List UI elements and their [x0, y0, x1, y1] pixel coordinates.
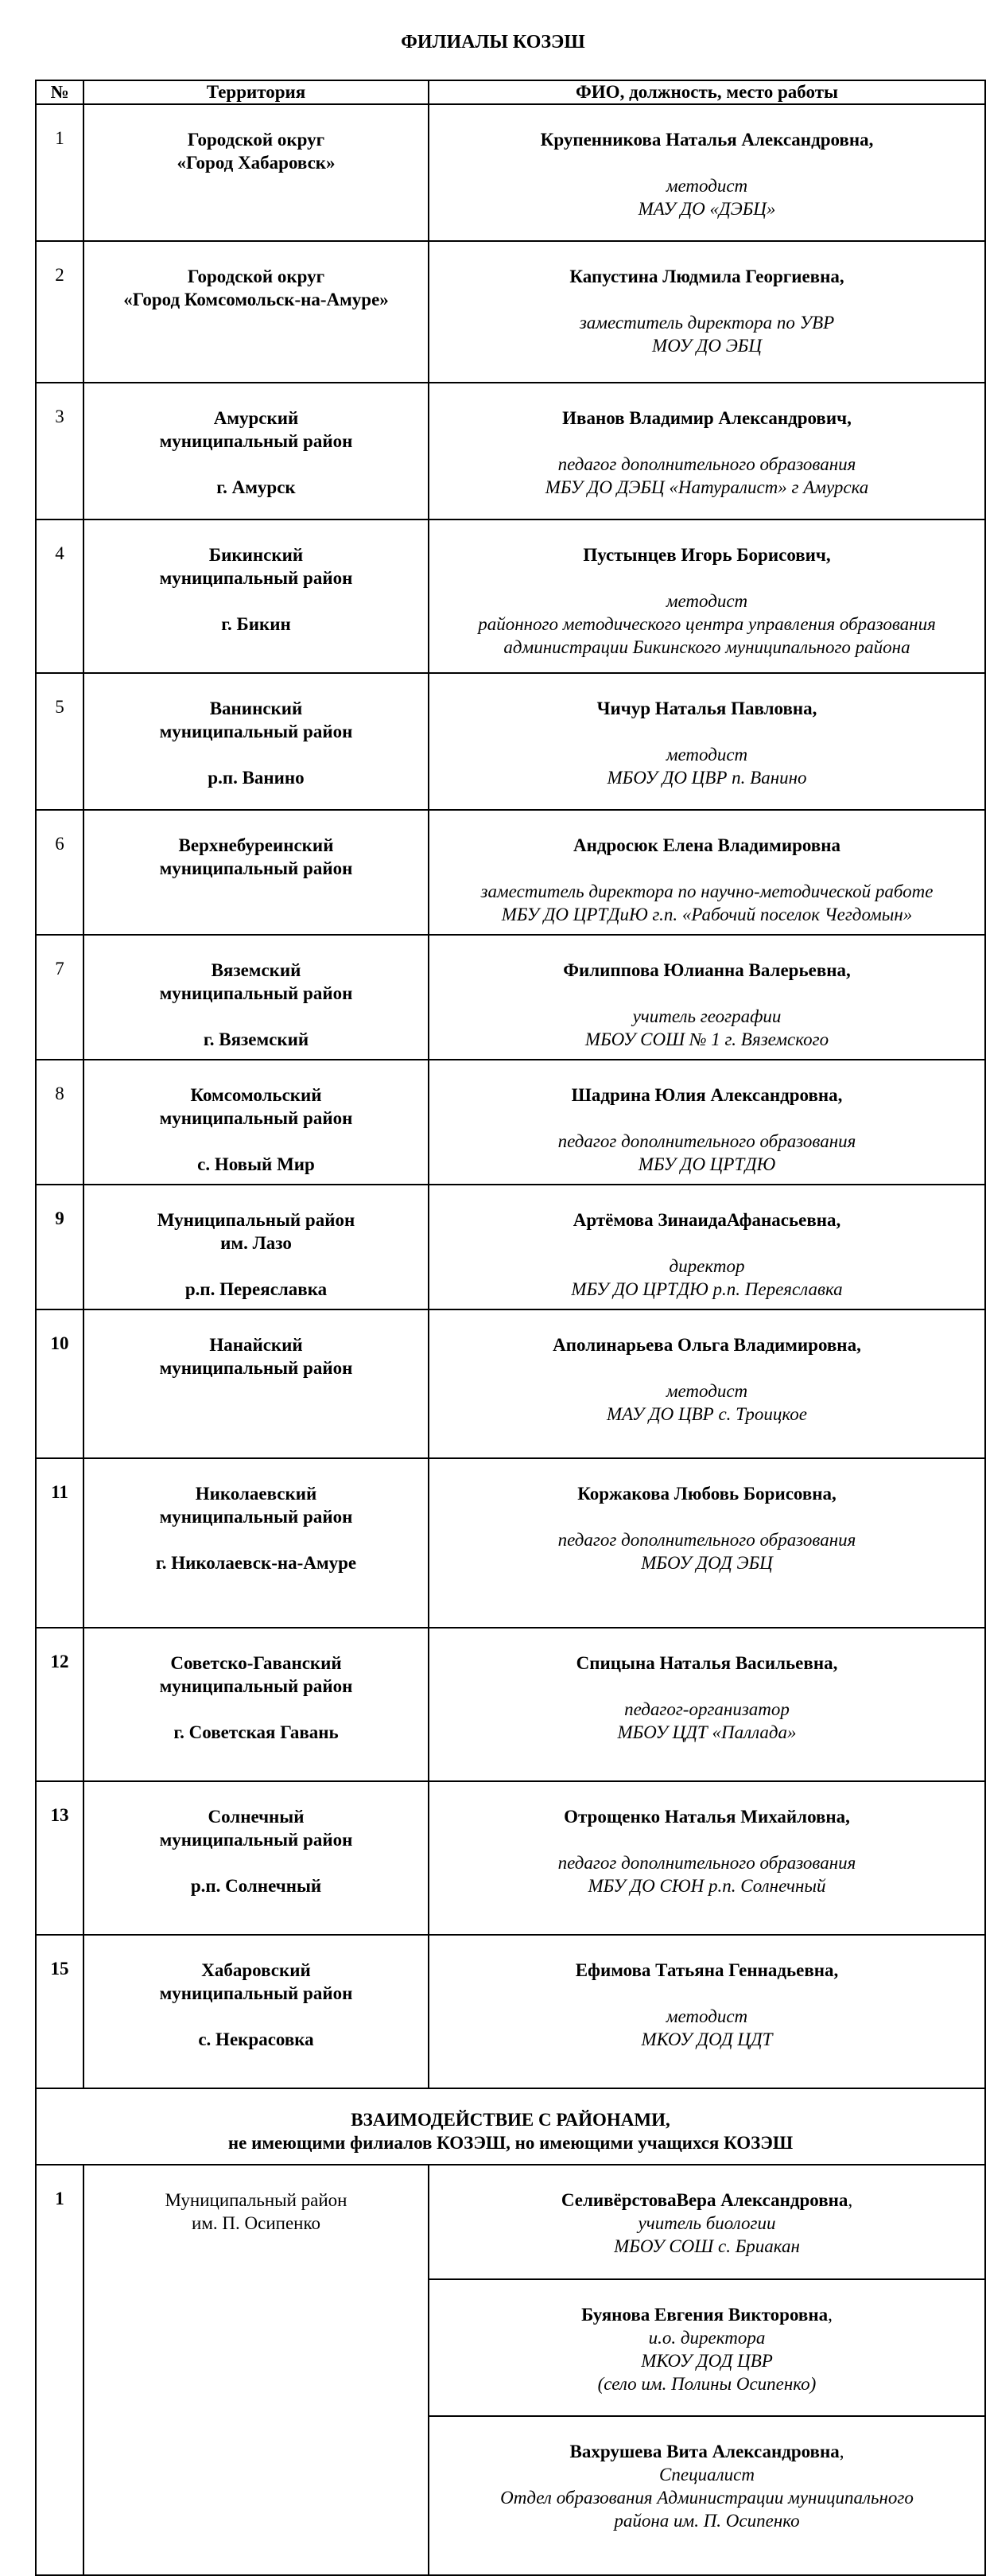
person-name: Коржакова Любовь Борисовна, — [577, 1484, 837, 1504]
spacer — [84, 743, 428, 766]
person-cell — [429, 810, 985, 935]
territory-cell — [83, 241, 429, 383]
table-row — [36, 1458, 985, 1628]
person-cell — [429, 1781, 985, 1935]
territory-cell — [83, 1185, 429, 1309]
spacer — [429, 1107, 984, 1130]
territory-line: Хабаровский — [201, 1960, 311, 1980]
person-role: методист — [666, 1381, 748, 1401]
spacer — [84, 1528, 428, 1551]
header-num: № — [36, 80, 83, 104]
person-detail: (село им. Полины Осипенко) — [597, 2374, 817, 2394]
person-cell — [429, 104, 985, 241]
person-org: МОУ ДО ЭБЦ — [652, 336, 762, 356]
person-cell — [429, 2165, 985, 2279]
person-cell — [429, 1309, 985, 1458]
row-number: 11 — [36, 1458, 83, 1628]
territory-city: с. Некрасовка — [198, 2029, 314, 2049]
header-territory: Территория — [83, 80, 429, 104]
person-org: МБУ ДО ЦРТДиЮ г.п. «Рабочий поселок Чегдомын» — [501, 905, 913, 924]
page-title: ФИЛИАЛЫ КОЗЭШ — [401, 32, 585, 53]
person-org: МБОУ ДО ЦВР п. Ванино — [607, 768, 807, 788]
person-role: педагог дополнительного образования — [557, 1853, 856, 1873]
table-header-row — [36, 80, 985, 104]
territory-cell — [83, 1060, 429, 1185]
section-subtitle: не имеющими филиалов КОЗЭШ, но имеющими учащихся КОЗЭШ — [227, 2133, 794, 2153]
spacer — [84, 1698, 428, 1721]
person-org: МБУ ДО ДЭБЦ «Натуралист» г Амурска — [545, 477, 869, 497]
table-row — [36, 241, 985, 383]
territory-line: муниципальный район — [159, 722, 353, 741]
territory-cell — [83, 1458, 429, 1628]
person-name-text: Вахрушева Вита Александровна — [569, 2442, 840, 2461]
person-role: педагог-организатор — [624, 1699, 790, 1719]
territory-cell — [83, 519, 429, 673]
territory-city: г. Николаевск-на-Амуре — [155, 1553, 357, 1573]
spacer — [429, 430, 984, 453]
person-name: Андросюк Елена Владимировна — [573, 835, 840, 855]
person-role: учитель географии — [632, 1006, 782, 1026]
territory-line: Комсомольский — [190, 1085, 322, 1105]
territory-line: Нанайский — [209, 1335, 303, 1355]
territory-line: Вяземский — [211, 960, 301, 980]
person-name: Пустынцев Игорь Борисович, — [583, 545, 831, 565]
territory-cell — [83, 1935, 429, 2088]
person-name — [429, 2440, 984, 2463]
territory-cell — [83, 1628, 429, 1781]
territory-line: муниципальный район — [159, 1358, 353, 1378]
person-name: Отрощенко Наталья Михайловна, — [564, 1807, 850, 1827]
spacer — [429, 982, 984, 1005]
person-cell — [429, 1628, 985, 1781]
row-number: 6 — [36, 810, 83, 935]
territory-line: Верхнебуреинский — [178, 835, 334, 855]
person-org: МАУ ДО ЦВР с. Троицкое — [607, 1404, 807, 1424]
person-name: Аполинарьева Ольга Владимировна, — [553, 1335, 861, 1355]
spacer — [84, 1005, 428, 1028]
territory-line: Бикинский — [208, 545, 304, 565]
person-name — [429, 2189, 984, 2212]
spacer — [429, 288, 984, 311]
table-row — [36, 1060, 985, 1185]
person-name: Филиппова Юлианна Валерьевна, — [563, 960, 851, 980]
person-org-2: администрации Бикинского муниципального района — [503, 637, 910, 657]
territory-line: муниципальный район — [159, 983, 353, 1003]
territory-city: р.п. Ванино — [208, 768, 305, 788]
territory-line: Солнечный — [208, 1807, 305, 1827]
spacer — [84, 453, 428, 476]
person-org: районного методического центра управления образования — [478, 614, 936, 634]
table-row — [36, 383, 985, 519]
person-detail: Специалист — [659, 2465, 755, 2485]
territory-cell — [83, 1781, 429, 1935]
row-number: 3 — [36, 383, 83, 519]
person-name: Шадрина Юлия Александровна, — [571, 1085, 843, 1105]
spacer — [84, 1130, 428, 1153]
person-org: МБУ ДО СЮН р.п. Солнечный — [588, 1876, 826, 1896]
spacer — [429, 151, 984, 174]
person-cell — [429, 1185, 985, 1309]
person-role: методист — [666, 2006, 748, 2026]
person-cell — [429, 2416, 985, 2575]
row-number: 10 — [36, 1309, 83, 1458]
spacer — [429, 720, 984, 743]
section-header — [36, 2088, 985, 2165]
row-number: 8 — [36, 1060, 83, 1185]
spacer — [429, 566, 984, 590]
row-number: 15 — [36, 1935, 83, 2088]
spacer — [429, 1232, 984, 1255]
territory-line: Амурский — [213, 408, 299, 428]
spacer — [429, 857, 984, 880]
territory-cell — [83, 673, 429, 810]
person-role: заместитель директора по УВР — [579, 313, 835, 333]
territory-line: Городской округ — [187, 130, 325, 150]
spacer — [429, 1982, 984, 2005]
person-name-suffix: , — [828, 2305, 833, 2325]
person-org: МКОУ ДОД ЦДТ — [641, 2029, 773, 2049]
person-role: педагог дополнительного образования — [557, 1530, 856, 1550]
spacer — [429, 1356, 984, 1379]
table-row — [36, 810, 985, 935]
territory-line: муниципальный район — [159, 1983, 353, 2003]
territory-cell — [83, 2165, 429, 2575]
person-name: Артёмова ЗинаидаАфанасьевна, — [573, 1210, 841, 1230]
branches-table — [35, 80, 986, 2576]
person-role: методист — [666, 176, 748, 196]
person-name: Чичур Наталья Павловна, — [596, 698, 817, 718]
territory-cell — [83, 104, 429, 241]
person-name-text: СеливёрстоваВера Александровна — [561, 2190, 848, 2210]
person-cell — [429, 673, 985, 810]
row-number: 12 — [36, 1628, 83, 1781]
person-name: Спицына Наталья Васильевна, — [576, 1653, 838, 1673]
person-detail: Отдел образования Администрации муниципального — [500, 2488, 914, 2508]
person-org: МБОУ ЦДТ «Паллада» — [617, 1722, 797, 1742]
table-row — [36, 519, 985, 673]
territory-cell — [83, 810, 429, 935]
territory-line: муниципальный район — [159, 431, 353, 451]
territory-city: г. Бикин — [221, 614, 291, 634]
territory-line: Николаевский — [195, 1484, 317, 1504]
person-org: МБУ ДО ЦРТДЮ — [638, 1154, 776, 1174]
territory-cell — [83, 1309, 429, 1458]
table-row — [36, 1935, 985, 2088]
person-role: заместитель директора по научно-методической работе — [480, 881, 934, 901]
person-name-suffix: , — [848, 2190, 853, 2210]
territory-city: г. Советская Гавань — [173, 1722, 339, 1742]
row-number: 13 — [36, 1781, 83, 1935]
territory-line: Муниципальный район — [165, 2190, 347, 2210]
table-row — [36, 1185, 985, 1309]
section-header-row — [36, 2088, 985, 2165]
row-number: 9 — [36, 1185, 83, 1309]
territory-line: им. П. Осипенко — [192, 2213, 320, 2233]
person-cell — [429, 1060, 985, 1185]
person-cell — [429, 2279, 985, 2416]
territory-line: Муниципальный район — [157, 1210, 355, 1230]
row-number: 5 — [36, 673, 83, 810]
table-row — [36, 1628, 985, 1781]
person-name: Крупенникова Наталья Александровна, — [540, 130, 874, 150]
territory-line: муниципальный район — [159, 858, 353, 878]
table-row — [36, 1781, 985, 1935]
person-cell — [429, 1458, 985, 1628]
person-name: Капустина Людмила Георгиевна, — [569, 267, 844, 286]
territory-line: им. Лазо — [220, 1233, 292, 1253]
header-fio: ФИО, должность, место работы — [429, 80, 985, 104]
row-number: 2 — [36, 241, 83, 383]
table-row — [36, 104, 985, 241]
row-number: 1 — [36, 104, 83, 241]
territory-line: Ванинский — [209, 698, 303, 718]
territory-line: «Город Хабаровск» — [177, 153, 336, 173]
territory-city: р.п. Солнечный — [190, 1876, 322, 1896]
spacer — [429, 1675, 984, 1698]
territory-city: г. Амурск — [216, 477, 296, 497]
table-row — [36, 935, 985, 1060]
table-row — [36, 1309, 985, 1458]
territory-city: г. Вяземский — [203, 1029, 309, 1049]
person-role: методист — [666, 591, 748, 611]
row-number: 4 — [36, 519, 83, 673]
person-cell — [429, 935, 985, 1060]
person-name-suffix: , — [839, 2442, 844, 2461]
person-detail: МБОУ СОШ с. Бриакан — [614, 2236, 800, 2256]
territory-line: Советско-Гаванский — [170, 1653, 342, 1673]
person-org: МБОУ СОШ № 1 г. Вяземского — [584, 1029, 829, 1049]
territory-line: Городской округ — [187, 267, 325, 286]
territory-city: р.п. Переяславка — [184, 1279, 328, 1299]
spacer — [84, 1255, 428, 1278]
person-name-text: Буянова Евгения Викторовна — [581, 2305, 829, 2325]
territory-cell — [83, 935, 429, 1060]
person-org: МБОУ ДОД ЭБЦ — [641, 1553, 773, 1573]
person-org: МАУ ДО «ДЭБЦ» — [638, 199, 776, 219]
territory-line: муниципальный район — [159, 1108, 353, 1128]
section-title: ВЗАИМОДЕЙСТВИЕ С РАЙОНАМИ, — [351, 2110, 670, 2130]
person-cell — [429, 383, 985, 519]
person-role: методист — [666, 745, 748, 765]
spacer — [429, 1828, 984, 1851]
spacer — [84, 1851, 428, 1874]
person-detail: и.о. директора — [648, 2328, 766, 2348]
territory-line: муниципальный район — [159, 1507, 353, 1527]
person-detail: МКОУ ДОД ЦВР — [641, 2351, 773, 2371]
row-number: 7 — [36, 935, 83, 1060]
person-role: педагог дополнительного образования — [557, 454, 856, 474]
territory-city: с. Новый Мир — [197, 1154, 315, 1174]
territory-line: «Город Комсомольск-на-Амуре» — [123, 290, 389, 309]
section-table-row — [36, 2165, 985, 2279]
spacer — [429, 1505, 984, 1528]
table-row — [36, 673, 985, 810]
person-name — [429, 2303, 984, 2326]
person-cell — [429, 1935, 985, 2088]
person-name: Ефимова Татьяна Геннадьевна, — [575, 1960, 839, 1980]
person-name: Иванов Владимир Александрович, — [562, 408, 852, 428]
person-detail: учитель биологии — [638, 2213, 776, 2233]
person-detail: района им. П. Осипенко — [614, 2511, 800, 2531]
territory-line: муниципальный район — [159, 1830, 353, 1850]
person-cell — [429, 241, 985, 383]
territory-line: муниципальный район — [159, 1676, 353, 1696]
row-number: 1 — [36, 2165, 83, 2575]
person-org: МБУ ДО ЦРТДЮ р.п. Переяславка — [571, 1279, 843, 1299]
spacer — [84, 2005, 428, 2028]
person-cell — [429, 519, 985, 673]
territory-cell — [83, 383, 429, 519]
person-role: педагог дополнительного образования — [557, 1131, 856, 1151]
person-role: директор — [669, 1256, 745, 1276]
territory-line: муниципальный район — [159, 568, 353, 588]
spacer — [84, 590, 428, 613]
